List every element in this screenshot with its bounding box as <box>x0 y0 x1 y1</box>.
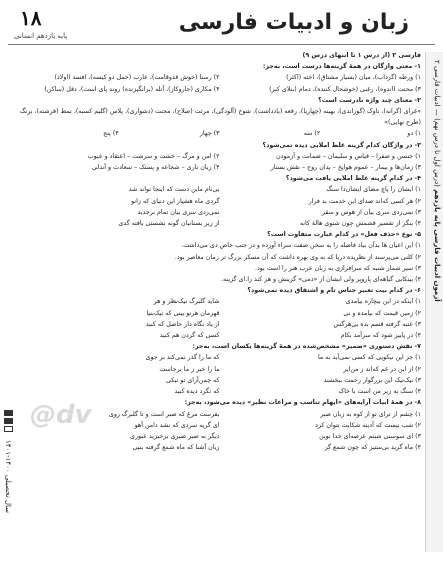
page-title: زبان و ادبیات فارسی <box>178 10 409 35</box>
hemistich: از زیر بستانیان گونه نشستی یافته گدی <box>118 220 220 228</box>
section-intro: فارسی ۲ (از درس ۱ تا انتهای درس ۹) <box>302 52 421 59</box>
hemistich: شاید گلبرگ نیک‌نظر و هر <box>153 298 220 306</box>
hemistich: ۱) جز این نیکویی که کسی نمی‌آید به ما <box>317 354 421 362</box>
hemistich: ۴) سنگ به زیر من است با خاک <box>338 388 421 396</box>
hemistich: ۴) ماه گرید بی‌ستیز که چون شمع گر <box>324 444 421 452</box>
question-content <box>18 50 421 559</box>
poem-row[interactable] <box>18 420 421 431</box>
hemistich: دیگر به صبر صبری برخیزید عبوری <box>130 432 220 440</box>
progress-box <box>4 418 13 424</box>
left-strip: سال تحصیلی ۱۴۰۰-۱۴۰۱ <box>4 440 12 513</box>
poem-row[interactable] <box>18 409 421 420</box>
hemistich: که چمن‌آرای تو نیکی <box>165 376 220 384</box>
hemistich: ۱) اینکه در این بیچاره بیامدی <box>345 298 421 306</box>
hemistich: بی‌نام ماین دست که اینجا تواند شد <box>128 186 220 194</box>
hemistich: از یاد نگاه دار حاصل که کنید <box>145 320 220 328</box>
option[interactable]: ۲) سه <box>303 130 321 138</box>
poem-row[interactable] <box>18 319 421 330</box>
header-rule <box>8 44 435 45</box>
side-text-bold: آزمون ادبیات فارسی پایه یازدهم <box>433 189 441 302</box>
watermark: @dv <box>30 400 92 430</box>
poem-row[interactable] <box>18 431 421 442</box>
hemistich: گردی ماه هشیار این دنیای که زانو <box>131 197 220 205</box>
side-text <box>433 60 441 302</box>
option[interactable]: ۲) کلنی می‌پرسند از نظریده دریا که به وی بهره داشت که آن مسکر بزرگ تر زمان معاصر بود. <box>174 253 421 261</box>
poem-row[interactable] <box>18 364 421 375</box>
question-1-options-a <box>18 72 421 83</box>
hemistich: ما را خبر ز ما برجاست <box>159 365 220 373</box>
poem-row[interactable] <box>18 375 421 386</box>
option[interactable]: ۲) امن و مرگ – خشت و سرشت – اعتقاد و عیوب <box>87 152 220 160</box>
option[interactable]: ۳) محنت (اندوه)، رغبی (خوشحال کننده)، دمام (بنلای کبر) <box>269 85 421 93</box>
option[interactable]: ۱) دو <box>407 130 421 138</box>
question-2-text: «غرای (گرانه)، تاوک (گوراندی)، بهینه (چهاریا)، رقعه (یادداشت)، شوخ (آلودگی)، مرثت (صلاح)، محنت (دشواری)، پلاس (گلیم کسبه)، نمط (فرشته)، برنگ (طرح نهایی)» <box>19 108 421 127</box>
hemistich: نمی‌زدی سری بیان تمام برجدید <box>137 208 220 216</box>
question-6-stem: ۶- در کدام بیت تعبیر جناس تام و اشتقاق دیده نمی‌شود؟ <box>247 287 421 295</box>
question-2-stem: ۲- معنای چند واژه نادرست است؟ <box>318 96 421 104</box>
option[interactable]: ۴) پنج <box>103 130 119 138</box>
question-1-stem: ۱- معنی واژگان در همهٔ گزینه‌ها درست است، به‌جز: <box>262 63 421 71</box>
hemistich: ۲) شب نیست که آدینه شکایت نتوان کرد <box>315 421 421 429</box>
option[interactable]: ۳) چهار <box>199 130 220 138</box>
poem-row[interactable] <box>18 330 421 341</box>
question-8-stem: ۸- در همهٔ ابیات آرایه‌های «ایهام تناسب و مراعات نظیر» دیده می‌شود، به‌جز: <box>184 399 421 407</box>
hemistich: زبان آشنا که ماه شمع گرفته بنیی <box>132 444 220 452</box>
option[interactable]: ۱) ورطه (گرداب)، میان (بسیار مشتاق)، اخته (اکثر) <box>286 74 421 82</box>
hemistich: بفرست مرغ که صبر است و تا گلبرگ روی <box>108 410 220 418</box>
hemistich: ۲) از این در غم که‌اند ز من‌ایر <box>343 365 421 373</box>
hemistich: قهرمان هرنو بینی که نیک‌بنیا <box>146 309 220 317</box>
option[interactable]: ۴) مکاری (جاروکاز)، آنله (برانگیزنده) روند پای است)، دقل (ساکن) <box>44 85 220 93</box>
hemistich: ۳) نیک‌نیک این بزرگوار رحمت ببخشند <box>323 376 421 384</box>
side-text-rest: (درس اول تا درس نهم) — ادبیات فارسی ۲ <box>433 60 441 190</box>
question-3-options-a <box>18 151 421 162</box>
question-3-stem: ۳- در واژگان کدام گزینه غلط املایی دیده نمی‌شود؟ <box>262 141 421 149</box>
poem-row[interactable] <box>18 386 421 397</box>
hemistich: ۴) بنگر از تفسیر قشمش چون شنوی هالهٔ کانه <box>299 220 421 228</box>
hemistich: که نگرد دیده کنید <box>174 388 220 396</box>
question-1-options-b <box>18 84 421 95</box>
option[interactable]: ۴) بینکایی گیاهه‌ای پاروپر ولی ایشان از «دمی» گزینش و هر کند را.ای گزینه. <box>221 276 421 284</box>
hemistich: ۱) چشم از ترای تو از کوه به زبان صبر <box>320 410 421 418</box>
poem-row[interactable] <box>18 296 421 307</box>
option[interactable]: ۱) این اعیان ها بدآن بیاد فاصله را به سخن صفت سراء آورده و در جنب خاص دی می‌داشت. <box>181 242 421 250</box>
page-header <box>8 4 435 50</box>
option[interactable]: ۴) زبان تاری – شجاعه و پستک – سعادت و آندلی <box>92 164 220 172</box>
poem-row[interactable] <box>18 352 421 363</box>
hemistich: کسی که گردن هم کنید <box>159 332 220 340</box>
hemistich: ۳) ای سوسنی شبنم عرصه‌ای خدا نوین <box>319 432 421 440</box>
poem-row[interactable] <box>18 218 421 229</box>
poem-row[interactable] <box>18 442 421 453</box>
poem-row[interactable] <box>18 196 421 207</box>
progress-boxes <box>4 410 14 434</box>
hemistich: ۲) هر کسی که‌اند صدای این خدمت بد فرار <box>308 197 421 205</box>
page-number: ۱۸ <box>20 6 42 30</box>
hemistich: ۱) ایشان را پاچ مضای ایشان‌دا سنگ <box>326 186 421 194</box>
option[interactable]: ۱) جنسن و صفرا – قیاس و سلیمان – ضمانت و آزمودن <box>276 152 421 160</box>
option[interactable]: ۳) زمان‌ها و بیمار – عموم هوایخ – بدان روح – نقش بستار <box>270 164 421 172</box>
progress-box <box>4 426 13 432</box>
hemistich: ای گریه سردی که نشد دامن آهو <box>134 421 220 429</box>
question-5-stem: ۵- نوع «حذف فعل» در کدام عبارت متفاوت است؟ <box>267 231 421 239</box>
poem-row[interactable] <box>18 184 421 195</box>
poem-row[interactable] <box>18 207 421 218</box>
hemistich: ۳) عتبه گرفته قسم بده بی‌هرگس <box>333 320 421 328</box>
hemistich: که ما را گذر نمی‌کند بر جوی <box>145 354 220 362</box>
question-4-stem: ۴- در کدام گزینه غلط املایی یافت می‌شود؟ <box>285 175 421 183</box>
hemistich: ۴) در پاییز شود که سرآمد بکام <box>340 332 421 340</box>
hemistich: ۳) نمی‌زدی سری بیان از هوس و سقر <box>321 208 421 216</box>
question-3-options-b <box>18 162 421 173</box>
option[interactable]: ۳) سیر شمار شنبه که سرافرازی به زبان عرب هنر را است بود. <box>254 264 421 272</box>
question-2-options <box>18 128 421 139</box>
progress-box <box>4 410 13 416</box>
option[interactable]: ۲) رستا (خوش قدوقامت)، عارب (حمل دو کیسه)، افسد (اولاد) <box>54 74 220 82</box>
question-7-stem: ۷- نقش دستوری «ضمیر» مشخص‌شده در همهٔ گزینه‌ها یکسان است، به‌جز: <box>192 343 421 351</box>
poem-row[interactable] <box>18 308 421 319</box>
grade-label: پایه یازدهم انسانی <box>14 32 68 40</box>
hemistich: ۲) زمین قیمت که بیامده و نی <box>343 309 421 317</box>
